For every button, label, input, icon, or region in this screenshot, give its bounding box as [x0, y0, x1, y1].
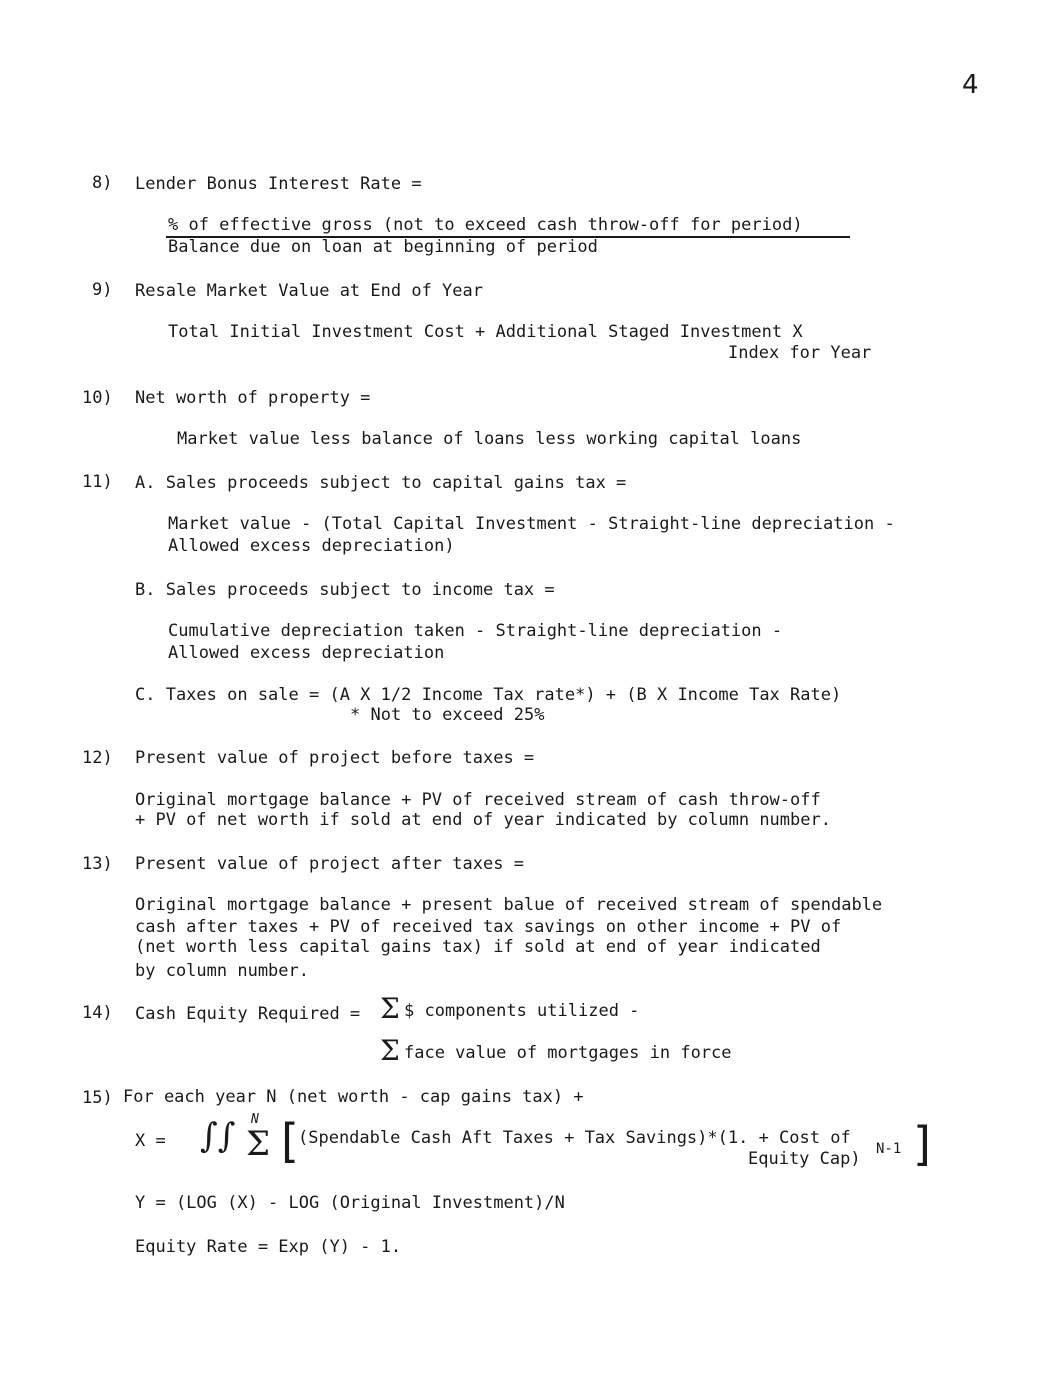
item-13-line-1: Original mortgage balance + present balue of received stream of spendable — [135, 895, 883, 915]
item-10-line-1: Market value less balance of loans less working capital loans — [177, 429, 802, 449]
item-14-title: Cash Equity Required = — [135, 1004, 361, 1024]
item-9-title: Resale Market Value at End of Year — [135, 281, 483, 301]
item-13-line-4: by column number. — [135, 961, 309, 981]
item-8-number: 8) — [92, 173, 113, 193]
item-8-title: Lender Bonus Interest Rate = — [135, 174, 422, 194]
item-8-denominator: Balance due on loan at beginning of period — [168, 237, 598, 257]
item-9-number: 9) — [92, 280, 113, 300]
item-11-b-line-2: Allowed excess depreciation — [168, 643, 445, 663]
y-formula: Y = (LOG (X) - LOG (Original Investment)/N — [135, 1193, 565, 1213]
summation-icon: Σ — [246, 1124, 271, 1164]
item-12-line-1: Original mortgage balance + PV of received stream of cash throw-off — [135, 790, 821, 810]
open-bracket: [ — [281, 1114, 299, 1168]
item-11-c-note: * Not to exceed 25% — [350, 705, 545, 725]
x-equals-label: X = — [135, 1131, 166, 1151]
item-10-number: 10) — [82, 388, 113, 408]
item-9-line-1: Total Initial Investment Cost + Additional Staged Investment X — [168, 322, 803, 342]
x-formula-line-1: (Spendable Cash Aft Taxes + Tax Savings)*(1. + Cost of — [298, 1128, 851, 1148]
exponent: N-1 — [876, 1141, 902, 1157]
close-bracket: ] — [913, 1117, 931, 1171]
item-14-line-1: $ components utilized - — [404, 1001, 640, 1021]
item-13-number: 13) — [82, 854, 113, 874]
integral-icon: ∫∫ — [200, 1116, 236, 1156]
item-11-b-title: B. Sales proceeds subject to income tax = — [135, 580, 555, 600]
x-formula-line-2: Equity Cap) — [748, 1149, 861, 1169]
item-10-title: Net worth of property = — [135, 388, 371, 408]
item-14-line-2: face value of mortgages in force — [404, 1043, 732, 1063]
item-12-title: Present value of project before taxes = — [135, 748, 535, 768]
item-8-numerator: % of effective gross (not to exceed cash throw-off for period) — [168, 215, 803, 235]
item-11-number: 11) — [82, 472, 113, 492]
item-11-b-line-1: Cumulative depreciation taken - Straight-line depreciation - — [168, 621, 783, 641]
page-number: 4 — [962, 70, 979, 100]
sigma-icon: Σ — [380, 1034, 400, 1067]
item-15-title: For each year N (net worth - cap gains tax) + — [123, 1087, 584, 1107]
sigma-icon: Σ — [380, 992, 400, 1025]
item-9-line-2: Index for Year — [728, 343, 872, 363]
item-13-line-2: cash after taxes + PV of received tax savings on other income + PV of — [135, 917, 842, 937]
equity-rate-formula: Equity Rate = Exp (Y) - 1. — [135, 1237, 402, 1257]
item-14-number: 14) — [82, 1003, 113, 1023]
sum-superscript: N — [251, 1112, 259, 1127]
item-11-a-line-2: Allowed excess depreciation) — [168, 536, 455, 556]
item-15-number: 15) — [82, 1088, 113, 1108]
item-13-title: Present value of project after taxes = — [135, 854, 524, 874]
item-11-a-line-1: Market value - (Total Capital Investment - Straight-line depreciation - — [168, 514, 895, 534]
item-13-line-3: (net worth less capital gains tax) if sold at end of year indicated — [135, 937, 821, 957]
item-12-line-2: + PV of net worth if sold at end of year indicated by column number. — [135, 810, 831, 830]
item-11-a-title: A. Sales proceeds subject to capital gains tax = — [135, 473, 627, 493]
item-11-c-title: C. Taxes on sale = (A X 1/2 Income Tax rate*) + (B X Income Tax Rate) — [135, 685, 842, 705]
item-12-number: 12) — [82, 748, 113, 768]
